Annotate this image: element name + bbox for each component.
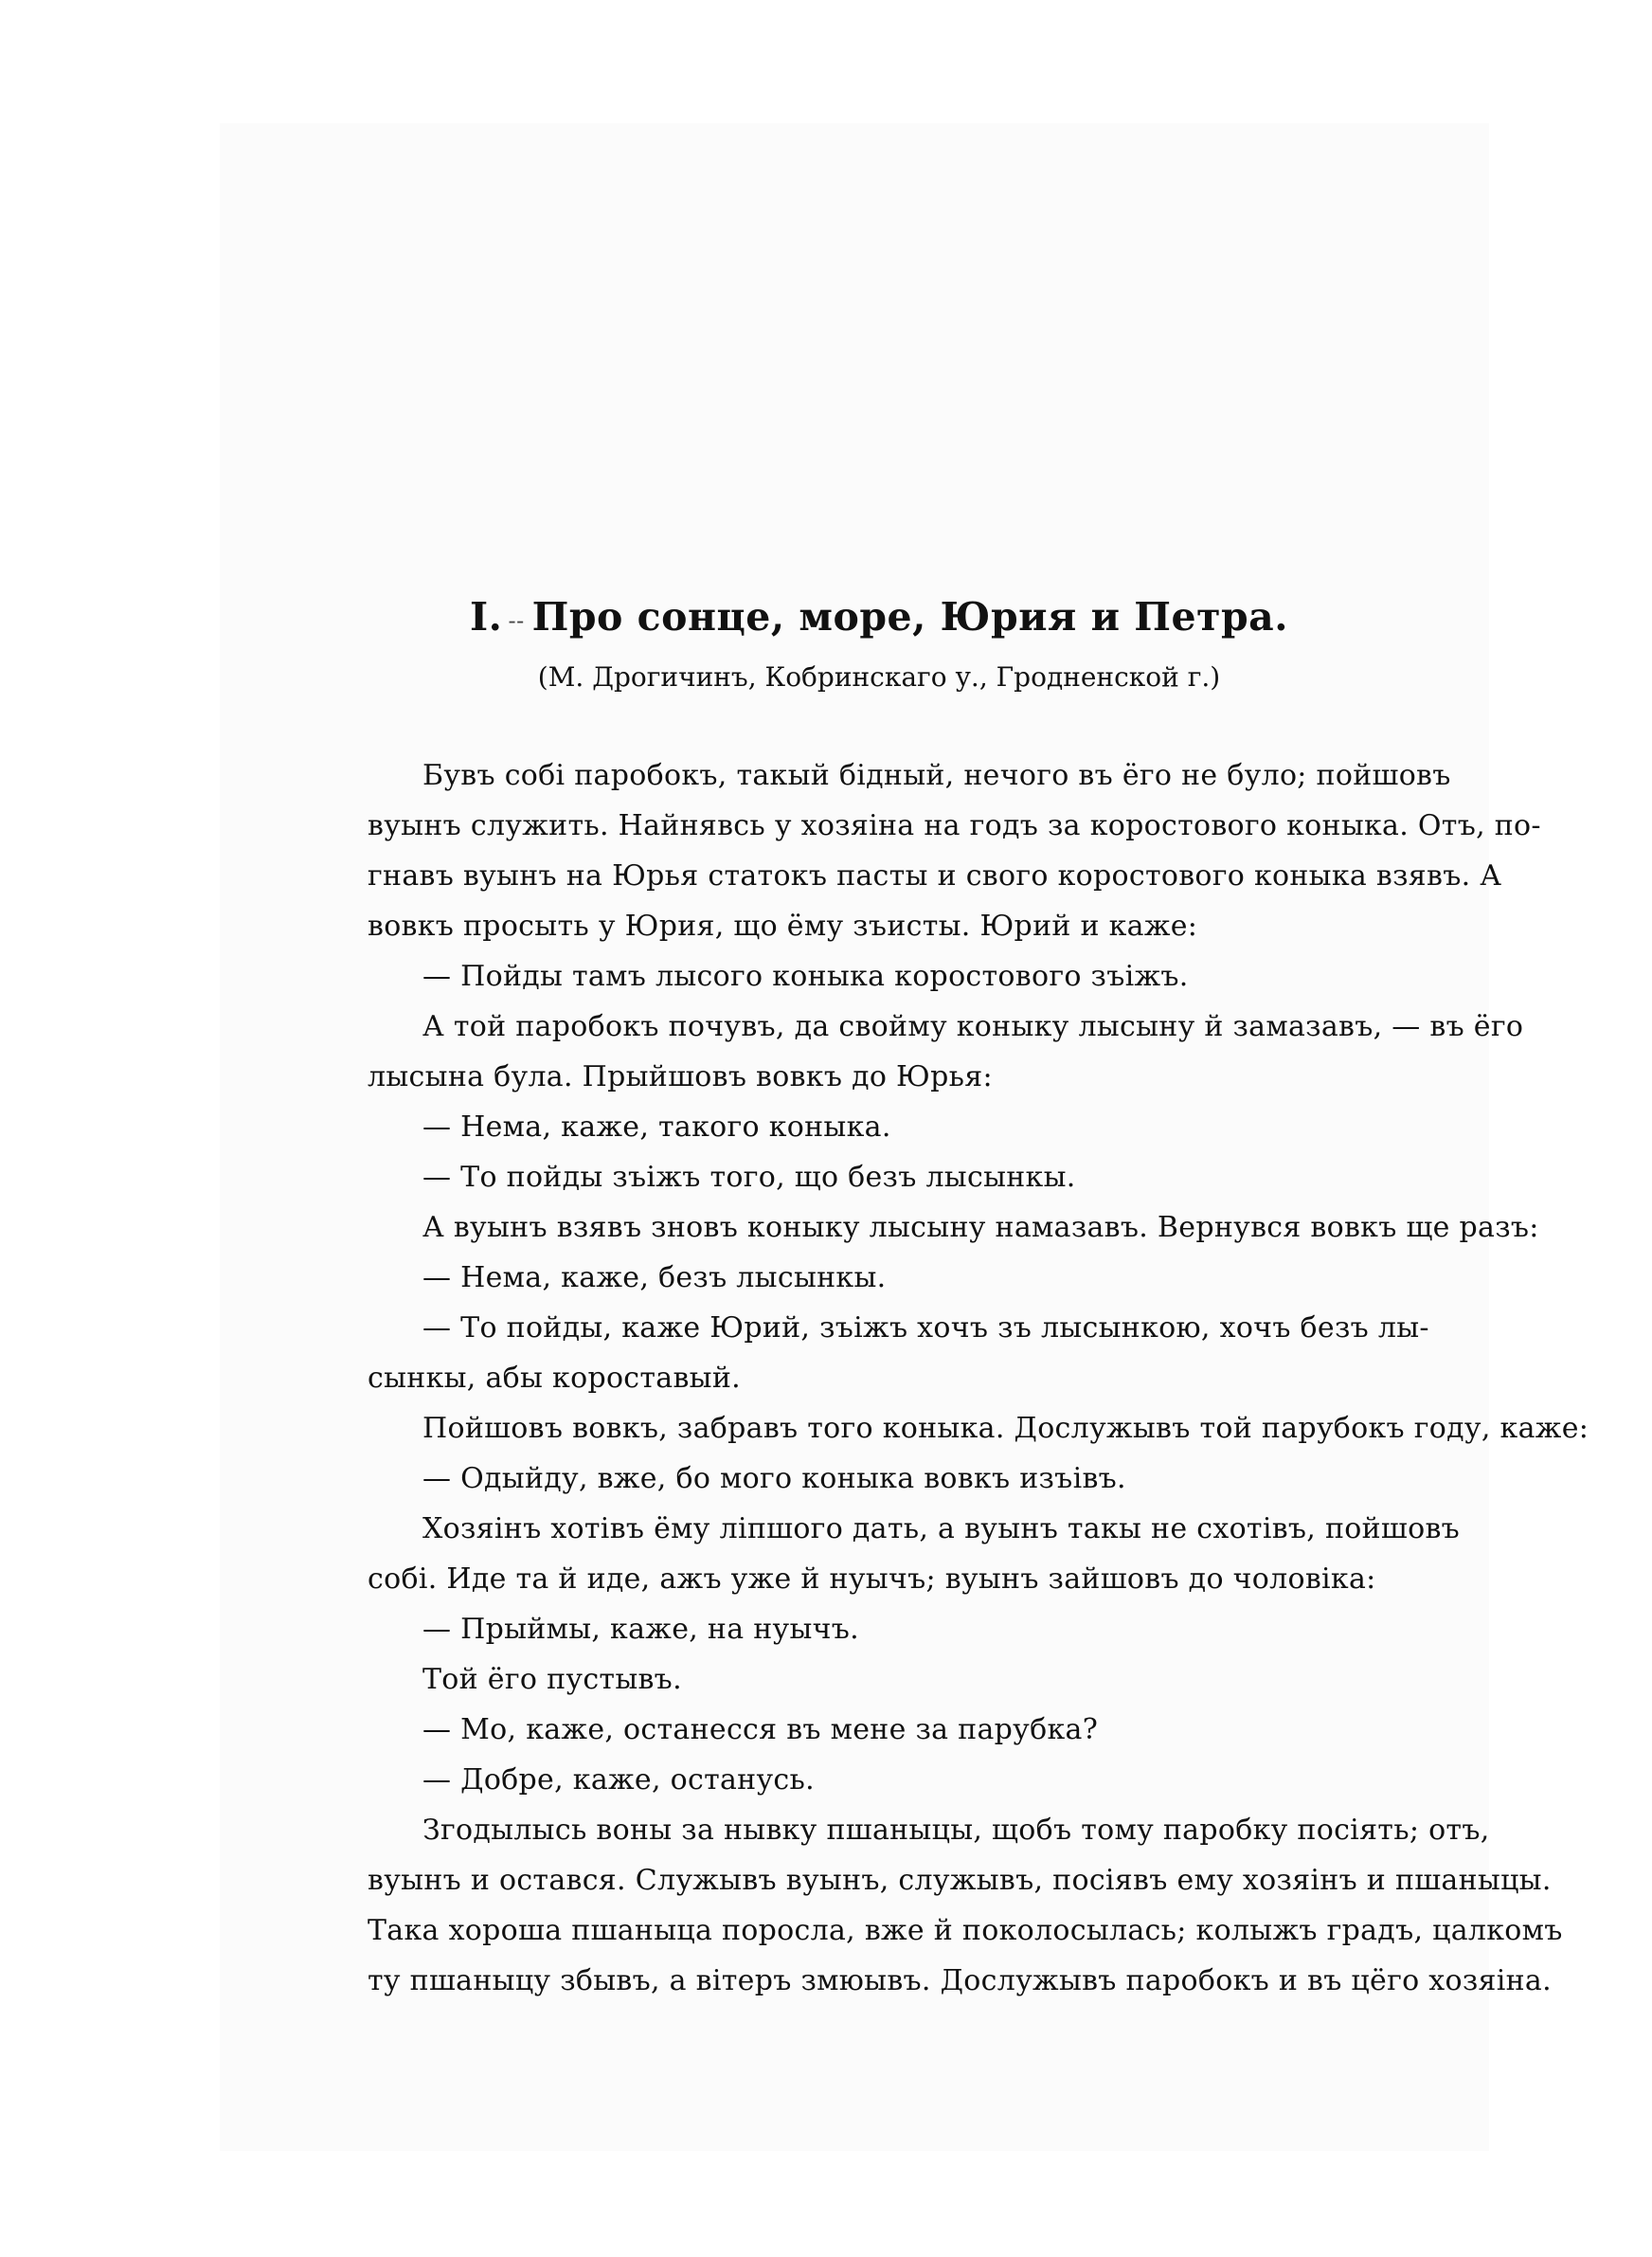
text-line: ту пшаныцу збывъ, а вітеръ змюывъ. Дослужывъ паробокъ и въ цёго хозяіна.	[368, 1964, 1552, 1997]
text-line: Той ёго пустывъ.	[422, 1663, 682, 1696]
document-body	[368, 583, 1589, 2006]
chapter-title	[368, 583, 1391, 651]
text-line: — Нема, каже, такого коныка.	[422, 1110, 891, 1144]
text-line: — Добре, каже, останусь.	[422, 1763, 816, 1797]
text-line: — Одыйду, вже, бо мого коныка вовкъ изъівъ.	[422, 1462, 1126, 1495]
text-line: А той паробокъ почувъ, да свойму коныку лысыну й замазавъ, — въ ёго	[422, 1010, 1524, 1043]
text-line: Бувъ собі паробокъ, такый бідный, нечого въ ёго не було; пойшовъ	[422, 759, 1451, 792]
text-line: гнавъ вуынъ на Юрья статокъ пасты и свого коростового коныка взявъ. А	[368, 859, 1502, 893]
text-line: — Пойды тамъ лысого коныка коростового зъіжъ.	[422, 960, 1189, 993]
title-dash: --	[508, 606, 525, 634]
text-line: вуынъ служить. Найнявсь у хозяіна на годъ за коростового коныка. Отъ, по-	[368, 809, 1541, 842]
text-line: — Нема, каже, безъ лысынкы.	[422, 1261, 887, 1294]
text-line: А вуынъ взявъ зновъ коныку лысыну намазавъ. Вернувся вовкъ ще разъ:	[422, 1211, 1539, 1244]
story-text	[368, 750, 1589, 2006]
text-line: Пойшовъ вовкъ, забравъ того коныка. Дослужывъ той парубокъ году, каже:	[422, 1412, 1589, 1445]
text-line: Хозяінъ хотівъ ёму ліпшого дать, а вуынъ такы не схотівъ, пойшовъ	[422, 1512, 1461, 1545]
text-line: лысына була. Прыйшовъ вовкъ до Юрья:	[368, 1060, 993, 1093]
text-line: — Прыймы, каже, на нуычъ.	[422, 1613, 860, 1646]
text-line: вуынъ и остався. Служывъ вуынъ, служывъ, посіявъ ему хозяінъ и пшаныцы.	[368, 1864, 1552, 1897]
text-line: Згодылысь воны за нывку пшаныцы, щобъ тому паробку посіять; отъ,	[422, 1814, 1490, 1847]
text-line: вовкъ просыть у Юрия, що ёму зъисты. Юрий и каже:	[368, 910, 1198, 943]
chapter-number: I.	[470, 594, 503, 640]
text-line: сынкы, абы короставый.	[368, 1362, 741, 1395]
text-line: Така хороша пшаныца поросла, вже й поколосылась; колыжъ градъ, цалкомъ	[368, 1914, 1563, 1947]
text-line: — Мо, каже, останесся въ мене за парубка?	[422, 1713, 1099, 1746]
text-line: — То пойды зъіжъ того, що безъ лысынкы.	[422, 1161, 1076, 1194]
chapter-title-text: Про сонце, море, Юрия и Петра.	[531, 594, 1288, 640]
text-line: собі. Иде та й иде, ажъ уже й нуычъ; вуынъ зайшовъ до чоловіка:	[368, 1562, 1376, 1596]
source-note: (М. Дрогичинъ, Кобринскаго у., Гродненской г.)	[537, 661, 1221, 693]
text-line: — То пойды, каже Юрий, зъіжъ хочъ зъ лысынкою, хочъ безъ лы-	[422, 1311, 1429, 1345]
